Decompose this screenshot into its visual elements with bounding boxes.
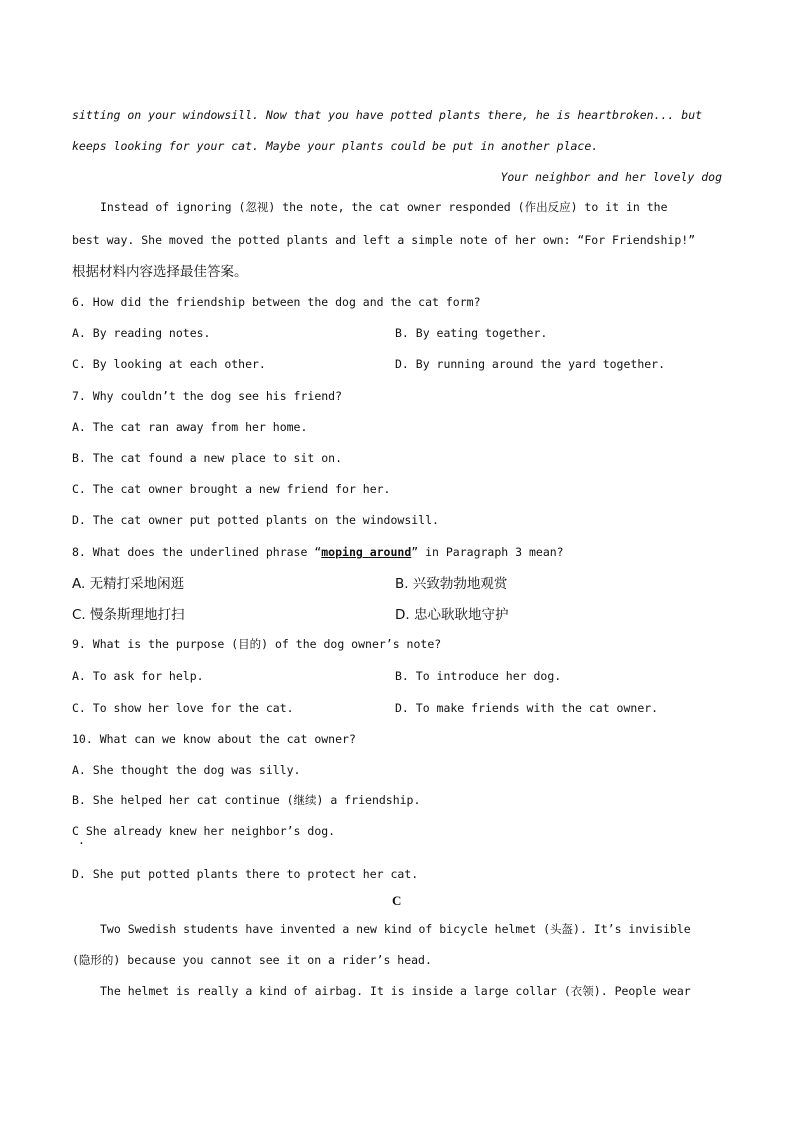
q6-option-d: D. By running around the yard together.: [395, 357, 666, 371]
q8-stem: [72, 545, 564, 559]
underlined-phrase: moping around: [321, 545, 412, 559]
section-c-line-3: The helmet is really a kind of airbag. It is inside a large collar (衣领). People wear: [100, 984, 691, 998]
letter-signature: Your neighbor and her lovely dog: [500, 170, 722, 184]
q8-option-a: A. 无精打采地闲逛: [72, 576, 185, 592]
q6-option-c: C. By looking at each other.: [72, 357, 266, 371]
paragraph-line-2: best way. She moved the potted plants and left a simple note of her own: “For Friendship!”: [72, 233, 696, 247]
q7-stem: 7. Why couldn’t the dog see his friend?: [72, 389, 343, 403]
q9-option-d: D. To make friends with the cat owner.: [395, 701, 659, 715]
q7-option-d: D. The cat owner put potted plants on the windowsill.: [72, 513, 439, 527]
letter-line-2: keeps looking for your cat. Maybe your plants could be put in another place.: [72, 139, 599, 153]
section-c-line-1: Two Swedish students have invented a new kind of bicycle helmet (头盔). It’s invisible: [100, 922, 691, 936]
section-c-line-2: (隐形的) because you cannot see it on a rider’s head.: [72, 953, 432, 967]
paragraph-line-1: Instead of ignoring (忽视) the note, the cat owner responded (作出反应) to it in the: [100, 200, 668, 214]
letter-line-1: sitting on your windowsill. Now that you have potted plants there, he is heartbroken... but: [72, 108, 703, 122]
q6-stem: 6. How did the friendship between the dog and the cat form?: [72, 295, 481, 309]
q10-option-a: A. She thought the dog was silly.: [72, 763, 301, 777]
q7-option-a: A. The cat ran away from her home.: [72, 420, 308, 434]
instruction: 根据材料内容选择最佳答案。: [72, 264, 248, 280]
q8-option-d: D. 忠心耿耿地守护: [395, 607, 509, 623]
q10-option-c-dot: ·: [78, 836, 85, 850]
q8-option-c: C. 慢条斯理地打扫: [72, 607, 185, 623]
q9-option-b: B. To introduce her dog.: [395, 669, 562, 683]
q8-stem-pre: 8. What does the underlined phrase “: [72, 545, 322, 559]
q10-option-b: B. She helped her cat continue (继续) a friendship.: [72, 793, 421, 807]
q9-stem: 9. What is the purpose (目的) of the dog owner’s note?: [72, 637, 442, 651]
q10-option-c: C She already knew her neighbor’s dog.: [72, 824, 336, 838]
section-heading: C: [392, 893, 402, 908]
q7-option-c: C. The cat owner brought a new friend for her.: [72, 482, 391, 496]
q9-option-a: A. To ask for help.: [72, 669, 204, 683]
q9-option-c: C. To show her love for the cat.: [72, 701, 294, 715]
q10-stem: 10. What can we know about the cat owner?: [72, 732, 356, 746]
q10-option-d: D. She put potted plants there to protect her cat.: [72, 867, 419, 881]
q8-stem-post: ” in Paragraph 3 mean?: [411, 545, 564, 559]
q8-option-b: B. 兴致勃勃地观赏: [395, 576, 508, 592]
q7-option-b: B. The cat found a new place to sit on.: [72, 451, 343, 465]
q6-option-a: A. By reading notes.: [72, 326, 211, 340]
q6-option-b: B. By eating together.: [395, 326, 548, 340]
